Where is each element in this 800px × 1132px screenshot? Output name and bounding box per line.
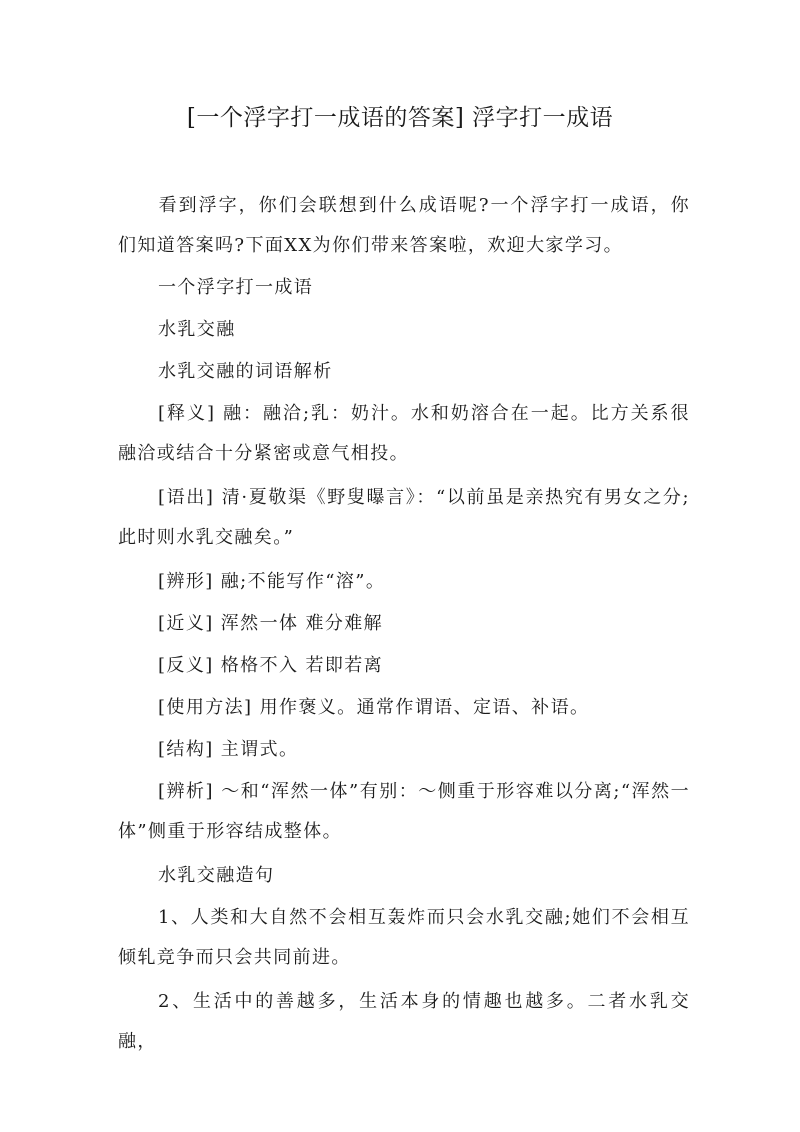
paragraph-definition (118, 394, 690, 474)
page-title: [一个浮字打一成语的答案] 浮字打一成语 (186, 105, 614, 131)
paragraph-text: 2、生活中的善越多，生活本身的情趣也越多。二者水乳交融， (118, 991, 690, 1052)
paragraph-heading-riddle (118, 268, 690, 308)
paragraph-text: [反义] 格格不入 若即若离 (158, 655, 384, 676)
paragraph-structure (118, 730, 690, 770)
paragraph-text: [释义] 融：融洽;乳：奶汁。水和奶溶合在一起。比方关系很融洽或结合十分紧密或意气相投。 (118, 403, 690, 464)
paragraph-text: 一个浮字打一成语 (158, 277, 314, 298)
paragraph-text: 1、人类和大自然不会相互轰炸而只会水乳交融;她们不会相互倾轧竞争而只会共同前进。 (118, 907, 690, 968)
paragraph-sentence-1 (118, 898, 690, 978)
paragraph-usage (118, 688, 690, 728)
paragraph-text: 看到浮字，你们会联想到什么成语呢?一个浮字打一成语，你们知道答案吗?下面XX为你们带来答案啦，欢迎大家学习。 (118, 195, 690, 256)
paragraph-heading-sentences (118, 856, 690, 896)
paragraph-sentence-2 (118, 982, 690, 1062)
paragraph-heading-analysis (118, 352, 690, 392)
paragraph-intro (118, 186, 690, 266)
paragraph-text: [结构] 主谓式。 (158, 739, 299, 760)
paragraph-answer (118, 310, 690, 350)
paragraph-form (118, 562, 690, 602)
paragraph-antonyms (118, 646, 690, 686)
paragraph-text: 水乳交融造句 (158, 865, 275, 886)
paragraph-text: [使用方法] 用作褒义。通常作谓语、定语、补语。 (158, 697, 590, 718)
paragraph-text: 水乳交融 (158, 319, 236, 340)
paragraph-text: [语出] 清·夏敬渠《野叟曝言》：“以前虽是亲热究有男女之分;此时则水乳交融矣。” (118, 487, 690, 548)
paragraph-discrimination (118, 772, 690, 852)
paragraph-synonyms (118, 604, 690, 644)
paragraph-text: [辨形] 融;不能写作“溶”。 (158, 571, 386, 592)
paragraph-text: 水乳交融的词语解析 (158, 361, 333, 382)
paragraph-source (118, 478, 690, 558)
paragraph-text: [近义] 浑然一体 难分难解 (158, 613, 384, 634)
paragraph-text: [辨析] ～和“浑然一体”有别：～侧重于形容难以分离;“浑然一体”侧重于形容结成整体。 (118, 781, 690, 842)
